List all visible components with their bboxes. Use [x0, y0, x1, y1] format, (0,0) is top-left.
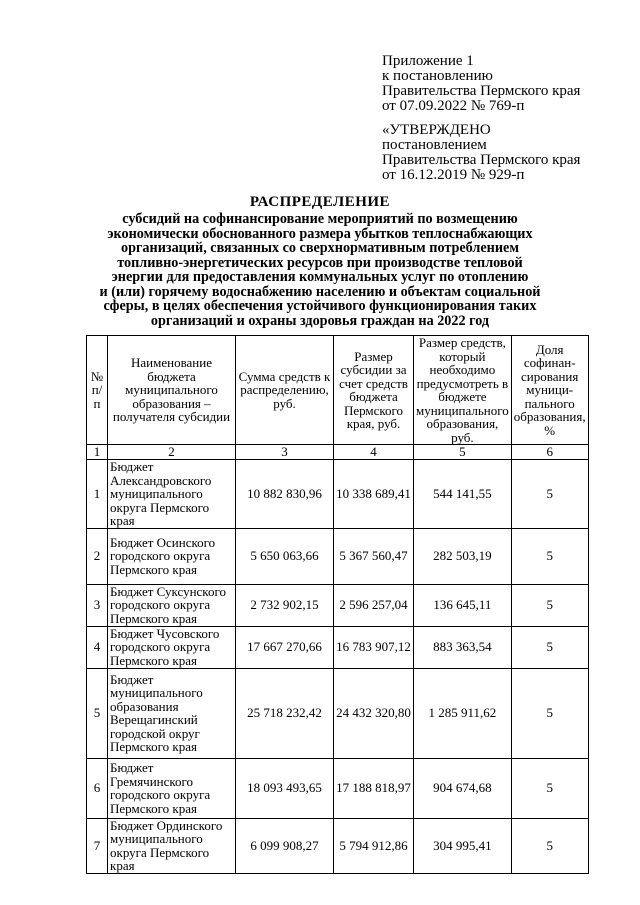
subtitle-line: организаций, связанных со сверхнормативным потреблением — [121, 240, 519, 256]
cofinancing-share: 5 — [511, 460, 588, 529]
subtitle-line: экономически обоснованного размера убытков теплоснабжающих — [107, 225, 533, 242]
row-number: 1 — [87, 460, 108, 529]
regional-amount: 5 794 912,86 — [334, 818, 414, 873]
header-cell-regional: Размер субсидии за счет средств бюджета Пермского края, руб. — [334, 336, 414, 445]
regional-amount: 10 338 689,41 — [334, 460, 414, 529]
header-cell-share: Доля софинан-сирования муници-пального образования, % — [511, 336, 588, 445]
subtitle-line: и (или) горячему водоснабжению населению и объектам социальной — [99, 283, 541, 300]
column-number: 2 — [108, 445, 236, 460]
budget-name: Бюджет Осинского городского округа Пермского края — [108, 528, 236, 584]
annex-reference — [382, 54, 580, 114]
total-amount: 5 650 063,66 — [236, 528, 334, 584]
column-number: 4 — [334, 445, 414, 460]
municipal-amount: 883 363,54 — [414, 626, 512, 668]
row-number: 4 — [87, 626, 108, 668]
cofinancing-share: 5 — [511, 584, 588, 626]
table-row — [87, 668, 589, 758]
table-row — [87, 818, 589, 873]
total-amount: 10 882 830,96 — [236, 460, 334, 529]
header-cell-municipal: Размер средств, который необходимо предусмотреть в бюджете муниципального образования, руб. — [414, 336, 512, 445]
cofinancing-share: 5 — [511, 818, 588, 873]
regional-amount: 5 367 560,47 — [334, 528, 414, 584]
table-row — [87, 584, 589, 626]
row-number: 6 — [87, 758, 108, 818]
cofinancing-share: 5 — [511, 528, 588, 584]
total-amount: 2 732 902,15 — [236, 584, 334, 626]
row-number: 5 — [87, 668, 108, 758]
subtitle-line: топливно-энергетических ресурсов при производстве тепловой — [117, 254, 523, 271]
total-amount: 17 667 270,66 — [236, 626, 334, 668]
approval-line: от 16.12.2019 № 929-п — [382, 167, 525, 183]
municipal-amount: 136 645,11 — [414, 584, 512, 626]
subtitle-line: энергии для предоставления коммунальных услуг по отоплению — [111, 269, 529, 285]
subtitle-line: сферы, в целях обеспечения устойчивого функционирования таких — [103, 298, 537, 314]
annex-line: от 07.09.2022 № 769-п — [382, 98, 525, 114]
row-number: 7 — [87, 818, 108, 873]
total-amount: 25 718 232,42 — [236, 668, 334, 758]
regional-amount: 24 432 320,80 — [334, 668, 414, 758]
annex-line: к постановлению — [382, 68, 493, 84]
annex-line: Приложение 1 — [382, 53, 474, 69]
subsidy-table — [86, 335, 589, 874]
table-header-row — [87, 336, 589, 445]
cofinancing-share: 5 — [511, 626, 588, 668]
subtitle-line: субсидий на софинансирование мероприятий по возмещению — [122, 211, 518, 227]
row-number: 3 — [87, 584, 108, 626]
row-number: 2 — [87, 528, 108, 584]
municipal-amount: 1 285 911,62 — [414, 668, 512, 758]
municipal-amount: 544 141,55 — [414, 460, 512, 529]
column-number: 1 — [87, 445, 108, 460]
header-cell-name: Наименование бюджета муниципального образования – получателя субсидии — [108, 336, 236, 445]
total-amount: 6 099 908,27 — [236, 818, 334, 873]
approval-line: постановлением — [382, 137, 487, 153]
column-number-row — [87, 445, 589, 460]
budget-name: Бюджет Гремячинского городского округа Пермского края — [108, 758, 236, 818]
column-number: 3 — [236, 445, 334, 460]
budget-name: Бюджет Александровского муниципального округа Пермского края — [108, 460, 236, 529]
municipal-amount: 304 995,41 — [414, 818, 512, 873]
budget-name: Бюджет Ординского муниципального округа Пермского края — [108, 818, 236, 873]
municipal-amount: 282 503,19 — [414, 528, 512, 584]
approval-line: «УТВЕРЖДЕНО — [382, 122, 491, 138]
column-number: 5 — [414, 445, 512, 460]
header-cell-total: Сумма средств к распределению, руб. — [236, 336, 334, 445]
approval-stamp — [382, 123, 580, 183]
budget-name: Бюджет муниципального образования Верещагинский городской округ Пермского края — [108, 668, 236, 758]
document-title: РАСПРЕДЕЛЕНИЕ — [249, 194, 391, 210]
table-row — [87, 758, 589, 818]
budget-name: Бюджет Суксунского городского округа Пермского края — [108, 584, 236, 626]
header-cell-number: № п/п — [87, 336, 108, 445]
annex-line: Правительства Пермского края — [382, 83, 581, 99]
regional-amount: 17 188 818,97 — [334, 758, 414, 818]
table-row — [87, 626, 589, 668]
regional-amount: 16 783 907,12 — [334, 626, 414, 668]
municipal-amount: 904 674,68 — [414, 758, 512, 818]
total-amount: 18 093 493,65 — [236, 758, 334, 818]
cofinancing-share: 5 — [511, 668, 588, 758]
regional-amount: 2 596 257,04 — [334, 584, 414, 626]
document-subtitle — [60, 212, 580, 328]
cofinancing-share: 5 — [511, 758, 588, 818]
subtitle-line: организаций и охраны здоровья граждан на 2022 год — [150, 312, 490, 329]
column-number: 6 — [511, 445, 588, 460]
table-row — [87, 528, 589, 584]
table-row — [87, 460, 589, 529]
budget-name: Бюджет Чусовского городского округа Пермского края — [108, 626, 236, 668]
approval-line: Правительства Пермского края — [382, 152, 581, 168]
